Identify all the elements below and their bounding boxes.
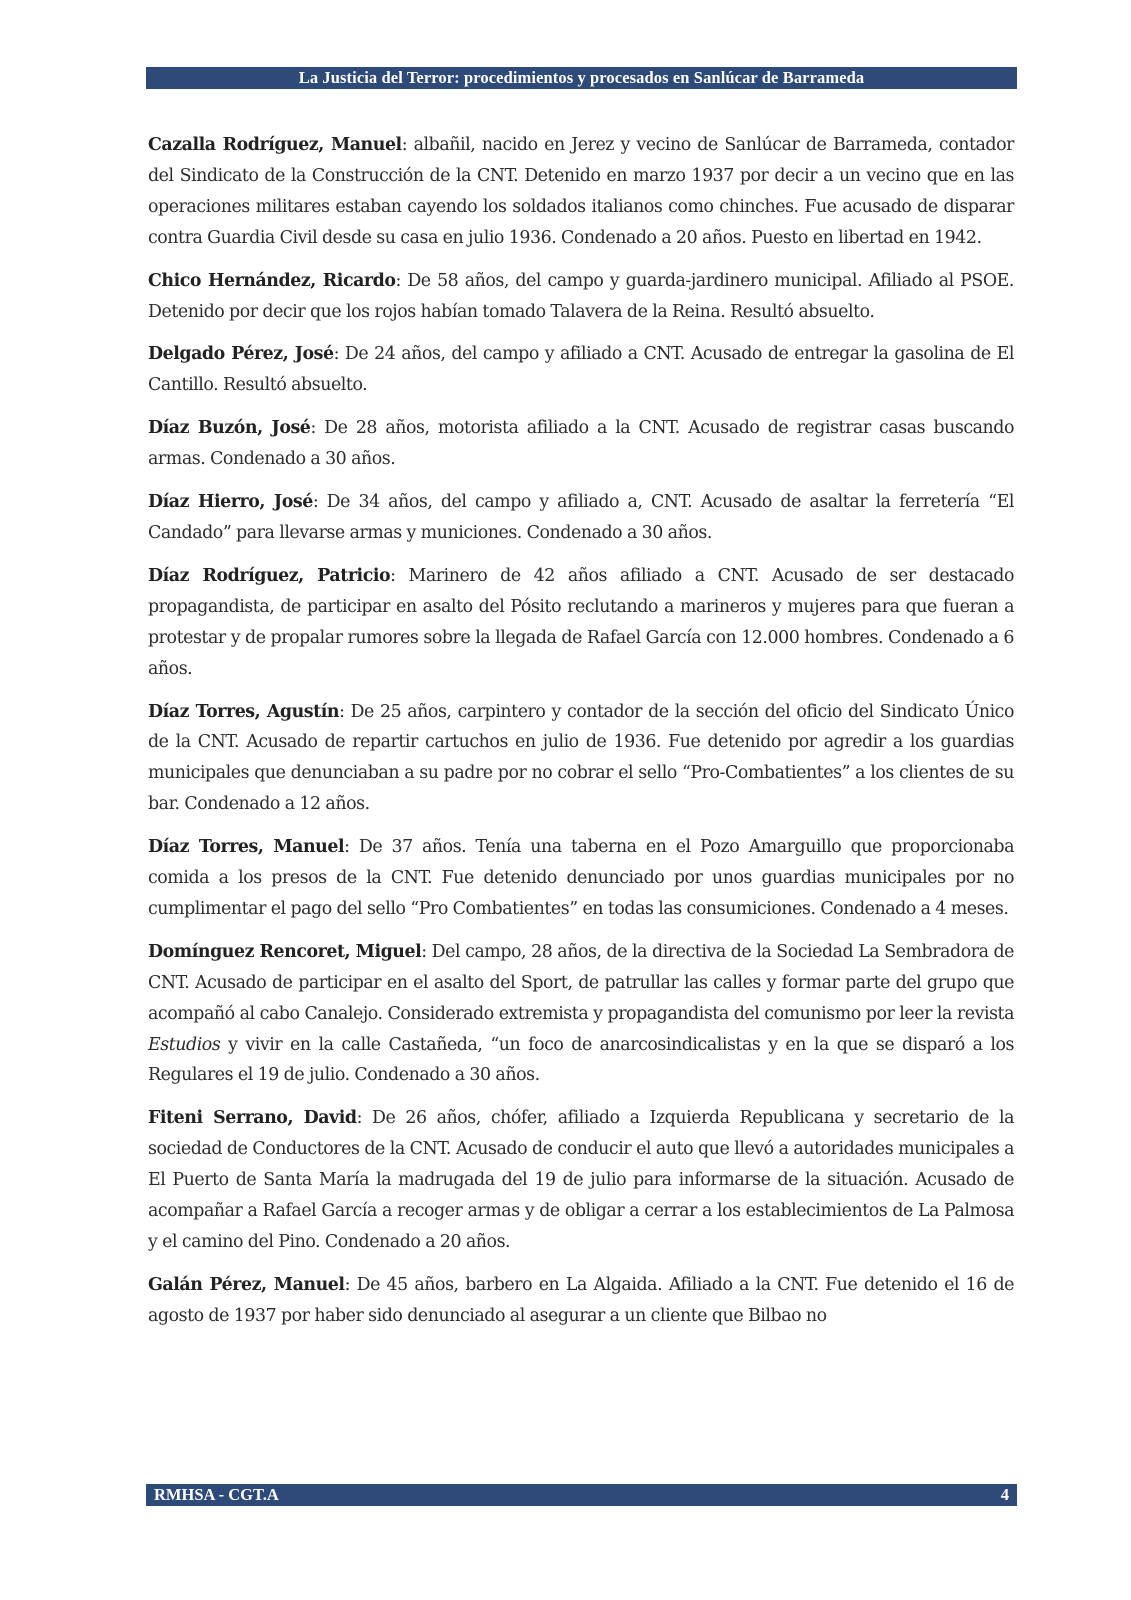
entry-name: Domínguez Rencoret, Miguel	[148, 941, 422, 962]
entry-diaz-torres-manuel	[148, 832, 1014, 925]
entry-name: Fiteni Serrano, David	[148, 1108, 357, 1129]
entry-galan-perez-manuel	[148, 1270, 1014, 1332]
entry-diaz-torres-agustin	[148, 697, 1014, 821]
entry-delgado-perez-jose	[148, 339, 1014, 401]
entry-text: : De 58 años, del campo y guarda-jardinero municipal. Afiliado al PSOE. Detenido por decir que los rojos habían tomado Talavera de la Reina. Resultó absuelto.	[148, 270, 1014, 322]
entry-name: Chico Hernández, Ricardo	[148, 270, 396, 291]
entry-text: : Marinero de 42 años afiliado a CNT. Acusado de ser destacado propagandista, de participar en asalto del Pósito reclutando a marineros y mujeres para que fueran a protestar y de propalar rumores sobre la llegada de Rafael García con 12.000 hombres. Condenado a 6 años.	[148, 565, 1014, 679]
entry-chico-hernandez-ricardo	[148, 266, 1014, 328]
entry-text: : De 37 años. Tenía una taberna en el Pozo Amarguillo que proporcionaba comida a los presos de la CNT. Fue detenido denunciado por unos guardias municipales por no cumplimentar el pago del sello “Pro Combatientes” en todas las consumiciones. Condenado a 4 meses.	[148, 837, 1015, 919]
entry-diaz-rodriguez-patricio	[148, 561, 1014, 685]
running-footer	[146, 1484, 1017, 1506]
document-body	[148, 130, 1014, 1344]
header-title: La Justicia del Terror: procedimientos y procesados en Sanlúcar de Barrameda	[298, 68, 865, 87]
entry-cazalla-rodriguez-manuel	[148, 130, 1014, 254]
entry-name: Díaz Hierro, José	[148, 492, 313, 513]
entry-name: Díaz Rodríguez, Patricio	[148, 565, 391, 586]
entry-dominguez-rencoret-miguel	[148, 937, 1014, 1092]
entry-name: Díaz Torres, Manuel	[148, 837, 345, 858]
page-number: 4	[1000, 1485, 1009, 1504]
footer-publisher: RMHSA - CGT.A	[154, 1485, 279, 1504]
entry-name: Delgado Pérez, José	[148, 344, 334, 365]
entry-text: : Del campo, 28 años, de la directiva de la Sociedad La Sembradora de CNT. Acusado de participar en el asalto del Sport, de patrullar las calles y formar parte del grupo que acompañó al cabo Canalejo. Considerado extremista y propagandista del comunismo por leer la revista Estudios y vivir en la calle Castañeda, “un foco de anarcosindicalistas y en la que se disparó a los Regulares el 19 de julio. Condenado a 30 años.	[148, 941, 1014, 1086]
entry-name: Galán Pérez, Manuel	[148, 1274, 345, 1295]
entry-text: : albañil, nacido en Jerez y vecino de Sanlúcar de Barrameda, contador del Sindicato de la Construcción de la CNT. Detenido en marzo 1937 por decir a un vecino que en las operaciones militares estaban cayendo los soldados italianos como chinches. Fue acusado de disparar contra Guardia Civil desde su casa en julio 1936. Condenado a 20 años. Puesto en libertad en 1942.	[148, 135, 1014, 248]
running-header	[146, 67, 1017, 89]
entry-diaz-hierro-jose	[148, 487, 1014, 549]
entry-name: Díaz Torres, Agustín	[148, 701, 340, 722]
entry-fiteni-serrano-david	[148, 1103, 1014, 1258]
entry-text: : De 26 años, chófer, afiliado a Izquierda Republicana y secretario de la sociedad de Conductores de la CNT. Acusado de conducir el auto que llevó a autoridades municipales a El Puerto de Santa María la madrugada del 19 de julio para informarse de la situación. Acusado de acompañar a Rafael García a recoger armas y de obligar a cerrar a los establecimientos de La Palmosa y el camino del Pino. Condenado a 20 años.	[148, 1108, 1014, 1252]
entry-text: : De 24 años, del campo y afiliado a CNT. Acusado de entregar la gasolina de El Cantillo. Resultó absuelto.	[148, 344, 1014, 396]
entry-diaz-buzon-jose	[148, 413, 1014, 475]
entry-text: : De 45 años, barbero en La Algaida. Afiliado a la CNT. Fue detenido el 16 de agosto de 1937 por haber sido denunciado al asegurar a un cliente que Bilbao no	[148, 1274, 1014, 1326]
entry-text: : De 25 años, carpintero y contador de la sección del oficio del Sindicato Único de la CNT. Acusado de repartir cartuchos en julio de 1936. Fue detenido por agredir a los guardias municipales que denunciaban a su padre por no cobrar el sello “Pro-Combatientes” a los clientes de su bar. Condenado a 12 años.	[148, 701, 1014, 815]
entry-text: : De 34 años, del campo y afiliado a, CNT. Acusado de asaltar la ferretería “El Candado” para llevarse armas y municiones. Condenado a 30 años.	[148, 492, 1014, 543]
entry-name: Cazalla Rodríguez, Manuel	[148, 135, 402, 155]
entry-name: Díaz Buzón, José	[148, 418, 311, 439]
entry-text: : De 28 años, motorista afiliado a la CNT. Acusado de registrar casas buscando armas. Condenado a 30 años.	[148, 418, 1015, 470]
